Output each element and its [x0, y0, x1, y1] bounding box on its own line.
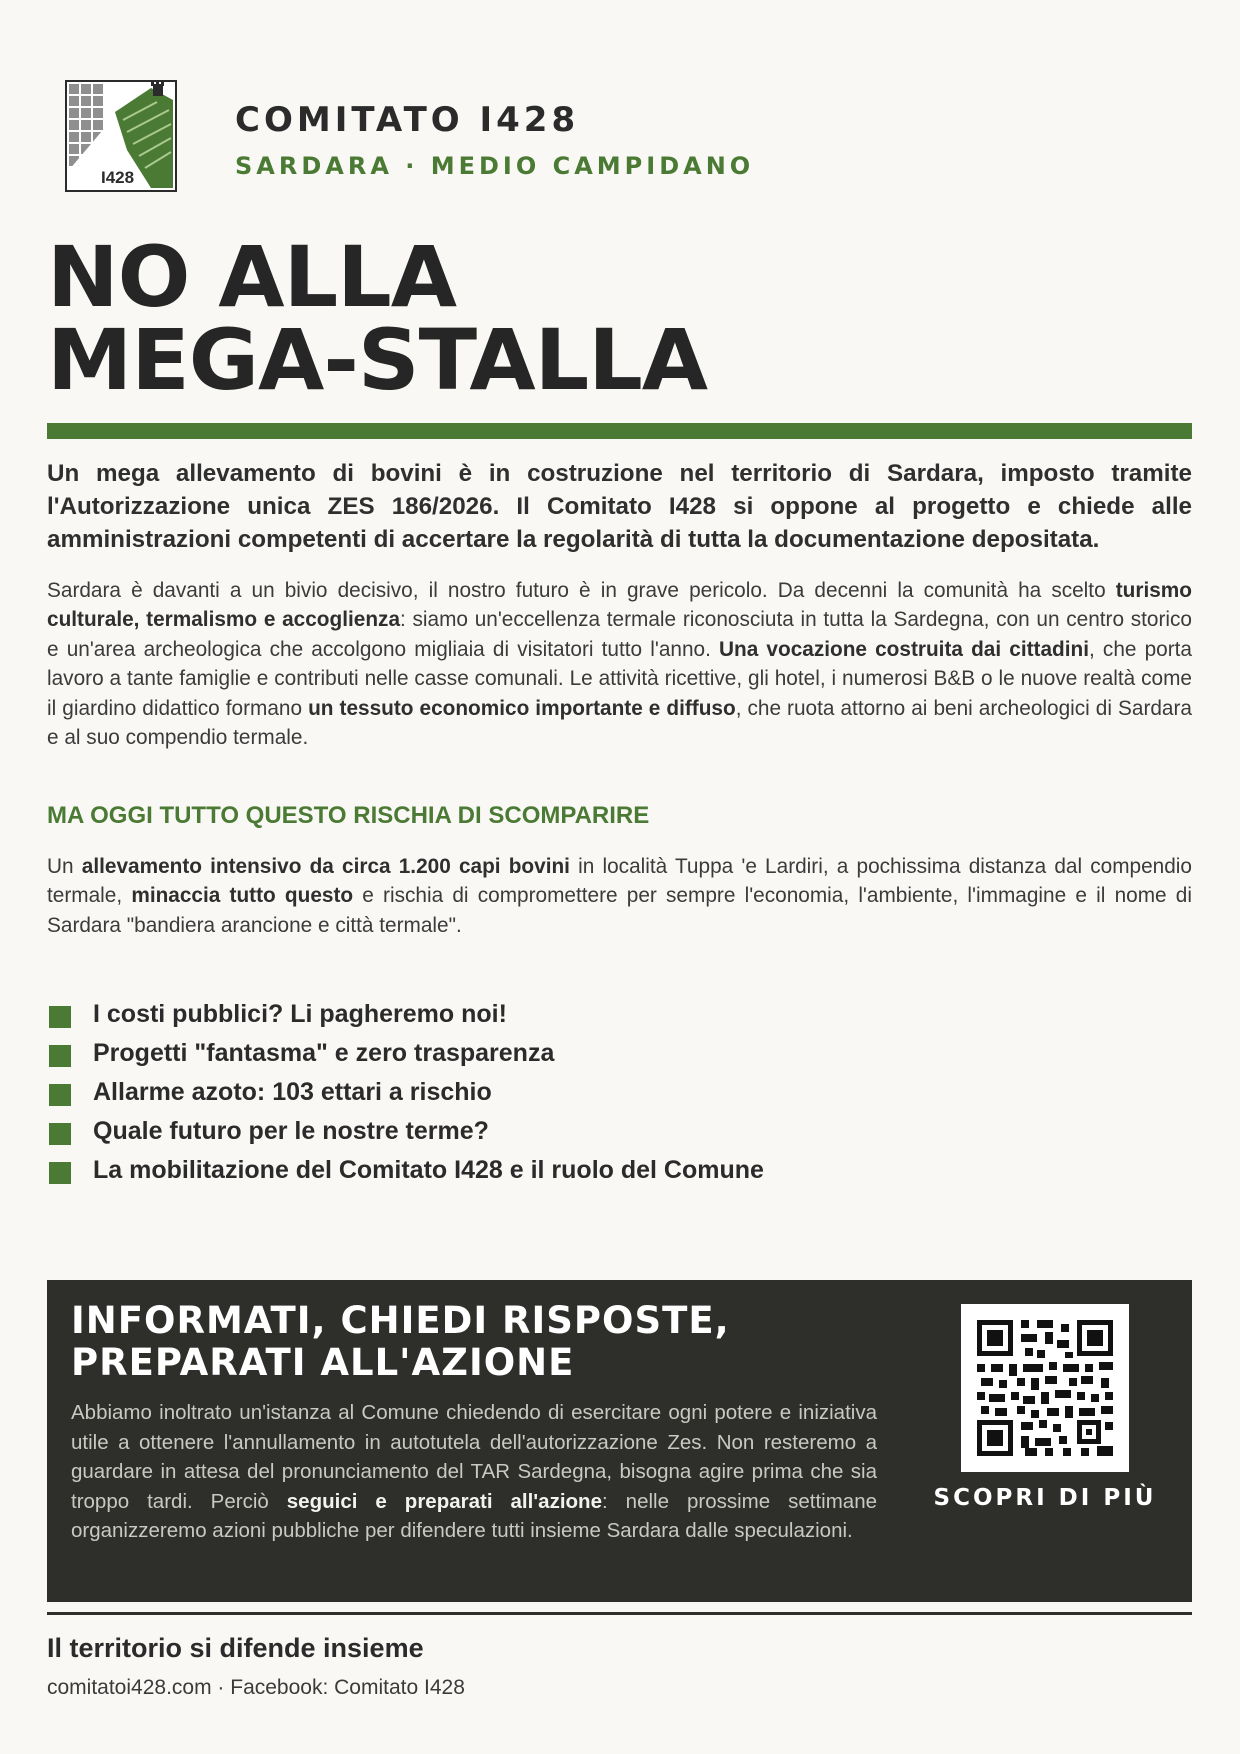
intro-paragraph	[47, 576, 1192, 752]
bullet-square-icon	[49, 1045, 71, 1067]
intro-text-4: , che ruota attorno ai beni archeologici di Sardara e al suo compendio termale.	[47, 696, 1192, 750]
org-name: COMITATO I428	[235, 100, 580, 140]
cta-title-line-2: PREPARATI ALL'AZIONE	[71, 1341, 575, 1384]
logo-icon	[65, 80, 177, 192]
header	[65, 80, 1185, 192]
intro-bold-3: un tessuto economico importante e diffuso	[308, 696, 736, 720]
cta-bold-1: seguici e preparati all'azione	[286, 1489, 602, 1513]
bullet-square-icon	[49, 1162, 71, 1184]
threat-text-2: in località Tuppa 'e Lardiri, a pochissima distanza dal compendio termale,	[47, 855, 1192, 908]
footer-title: Il territorio si difende insieme	[47, 1633, 424, 1663]
learn-more-label: SCOPRI DI PIÙ	[933, 1485, 1157, 1511]
cta-text-1: Abbiamo inoltrato un'istanza al Comune chiedendo di esercitare ogni potere e iniziativa utile a ottenere l'annullamento in autotutela dell'autorizzazione Zes. Non resteremo a guardare in attesa del pronunciamento del TAR Sardegna, bisogna agire prima che sia troppo tardi. Perciò	[71, 1401, 877, 1513]
logo-text: I428	[101, 168, 135, 187]
intro-text-2: : siamo un'eccellenza termale riconosciuta in tutta la Sardegna, con un centro storico e un'area archeologica che accolgono migliaia di visitatori tutto l'anno.	[47, 608, 1192, 661]
threat-paragraph	[47, 852, 1192, 940]
bullet-square-icon	[49, 1084, 71, 1106]
threat-bold-1: allevamento intensivo da circa 1.200 capi bovini	[81, 855, 570, 878]
footer-divider	[47, 1612, 1192, 1615]
list-item-label: I costi pubblici? Li pagheremo noi!	[93, 1000, 507, 1028]
cta-title-line-1: INFORMATI, CHIEDI RISPOSTE,	[71, 1299, 730, 1342]
intro-bold-1: turismo culturale, termalismo e accoglienza	[47, 579, 1192, 632]
bullet-square-icon	[49, 1123, 71, 1145]
lead-paragraph: Un mega allevamento di bovini è in costruzione nel territorio di Sardara, imposto tramite l'Autorizzazione unica ZES 186/2026. Il Comitato I428 si oppone al progetto e chiede alle amministrazioni competenti di accertare la regolarità di tutta la documentazione depositata.	[47, 460, 1192, 553]
footer-links: comitatoi428.com · Facebook: Comitato I428	[47, 1676, 465, 1699]
list-item-label: Quale futuro per le nostre terme?	[93, 1117, 489, 1145]
headline-line-1: NO ALLA	[47, 228, 457, 326]
threat-text-3: e rischia di compromettere per sempre l'economia, l'ambiente, l'immagine e il nome di Sardara "bandiera arancione e città termale".	[47, 884, 1192, 937]
section-title: MA OGGI TUTTO QUESTO RISCHIA DI SCOMPARIRE	[47, 802, 650, 829]
qr-code-graphic	[977, 1320, 1113, 1456]
cta-title	[71, 1300, 730, 1384]
headline-line-2: MEGA-STALLA	[47, 311, 708, 409]
intro-text-1: Sardara è davanti a un bivio decisivo, il nostro futuro è in grave pericolo. Da decenni la comunità ha scelto	[47, 579, 1116, 602]
org-subtitle: SARDARA · MEDIO CAMPIDANO	[235, 152, 755, 180]
cta-paragraph	[71, 1398, 877, 1546]
headline	[47, 228, 708, 409]
threat-text-1: Un	[47, 855, 82, 878]
list-item-label: Allarme azoto: 103 ettari a rischio	[93, 1078, 492, 1106]
bullet-square-icon	[49, 1006, 71, 1028]
call-to-action-box	[47, 1280, 1192, 1602]
green-divider	[47, 423, 1192, 439]
cta-text-2: : nelle prossime settimane organizzeremo azioni pubbliche per difendere tutti insieme Sardara dalle speculazioni.	[71, 1489, 877, 1543]
intro-text-3: , che porta lavoro a tante famiglie e contributi nelle casse comunali. Le attività ricettive, gli hotel, i numerosi B&B o le nuove realtà come il giardino didattico formano	[47, 637, 1192, 720]
threat-bold-2: minaccia tutto questo	[131, 884, 354, 908]
list-item-label: Progetti "fantasma" e zero trasparenza	[93, 1039, 555, 1067]
intro-bold-2: Una vocazione costruita dai cittadini	[719, 637, 1089, 661]
qr-code-icon[interactable]	[961, 1304, 1129, 1472]
list-item-label: La mobilitazione del Comitato I428 e il ruolo del Comune	[93, 1156, 764, 1184]
